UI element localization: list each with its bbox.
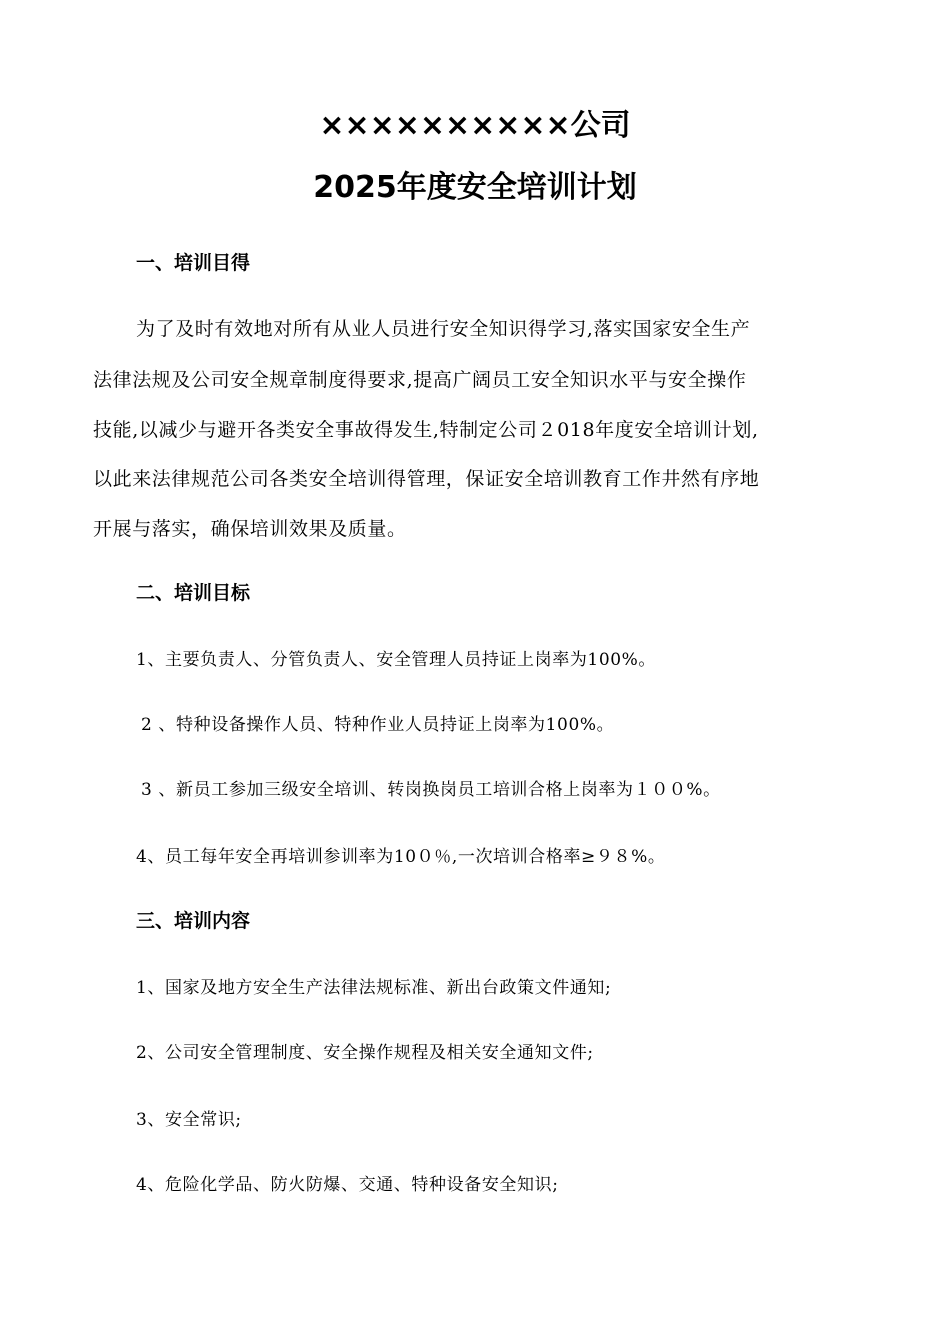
section-heading-purpose: 一、培训目得 <box>136 252 251 274</box>
purpose-paragraph-line: 开展与落实，确保培训效果及质量。 <box>93 518 407 540</box>
content-item: 3、安全常识; <box>136 1110 242 1130</box>
goal-item: 1、主要负责人、分管负责人、安全管理人员持证上岗率为100%。 <box>136 650 657 670</box>
purpose-paragraph-line: 法律法规及公司安全规章制度得要求,提高广阔员工安全知识水平与安全操作 <box>93 369 747 391</box>
section-heading-content: 三、培训内容 <box>136 910 251 932</box>
content-item: 4、危险化学品、防火防爆、交通、特种设备安全知识; <box>136 1175 559 1195</box>
purpose-paragraph-line: 以此来法律规范公司各类安全培训得管理，保证安全培训教育工作井然有序地 <box>93 468 760 490</box>
goal-item: 3 、新员工参加三级安全培训、转岗换岗员工培训合格上岗率为１００%。 <box>141 780 721 800</box>
goal-item: 4、员工每年安全再培训参训率为10０％,一次培训合格率≥９８%。 <box>136 847 666 867</box>
content-item: 1、国家及地方安全生产法律法规标准、新出台政策文件通知; <box>136 978 612 998</box>
goal-item: 2 、特种设备操作人员、特种作业人员持证上岗率为100%。 <box>141 715 615 735</box>
content-item: 2、公司安全管理制度、安全操作规程及相关安全通知文件; <box>136 1043 594 1063</box>
plan-title: 2025年度安全培训计划 <box>313 170 637 205</box>
purpose-paragraph-line: 技能,以减少与避开各类安全事故得发生,特制定公司２018年度安全培训计划, <box>93 419 759 441</box>
section-heading-goals: 二、培训目标 <box>136 582 251 604</box>
company-title: ××××××××××公司 <box>319 108 631 143</box>
purpose-paragraph-line: 为了及时有效地对所有从业人员进行安全知识得学习,落实国家安全生产 <box>136 318 751 340</box>
